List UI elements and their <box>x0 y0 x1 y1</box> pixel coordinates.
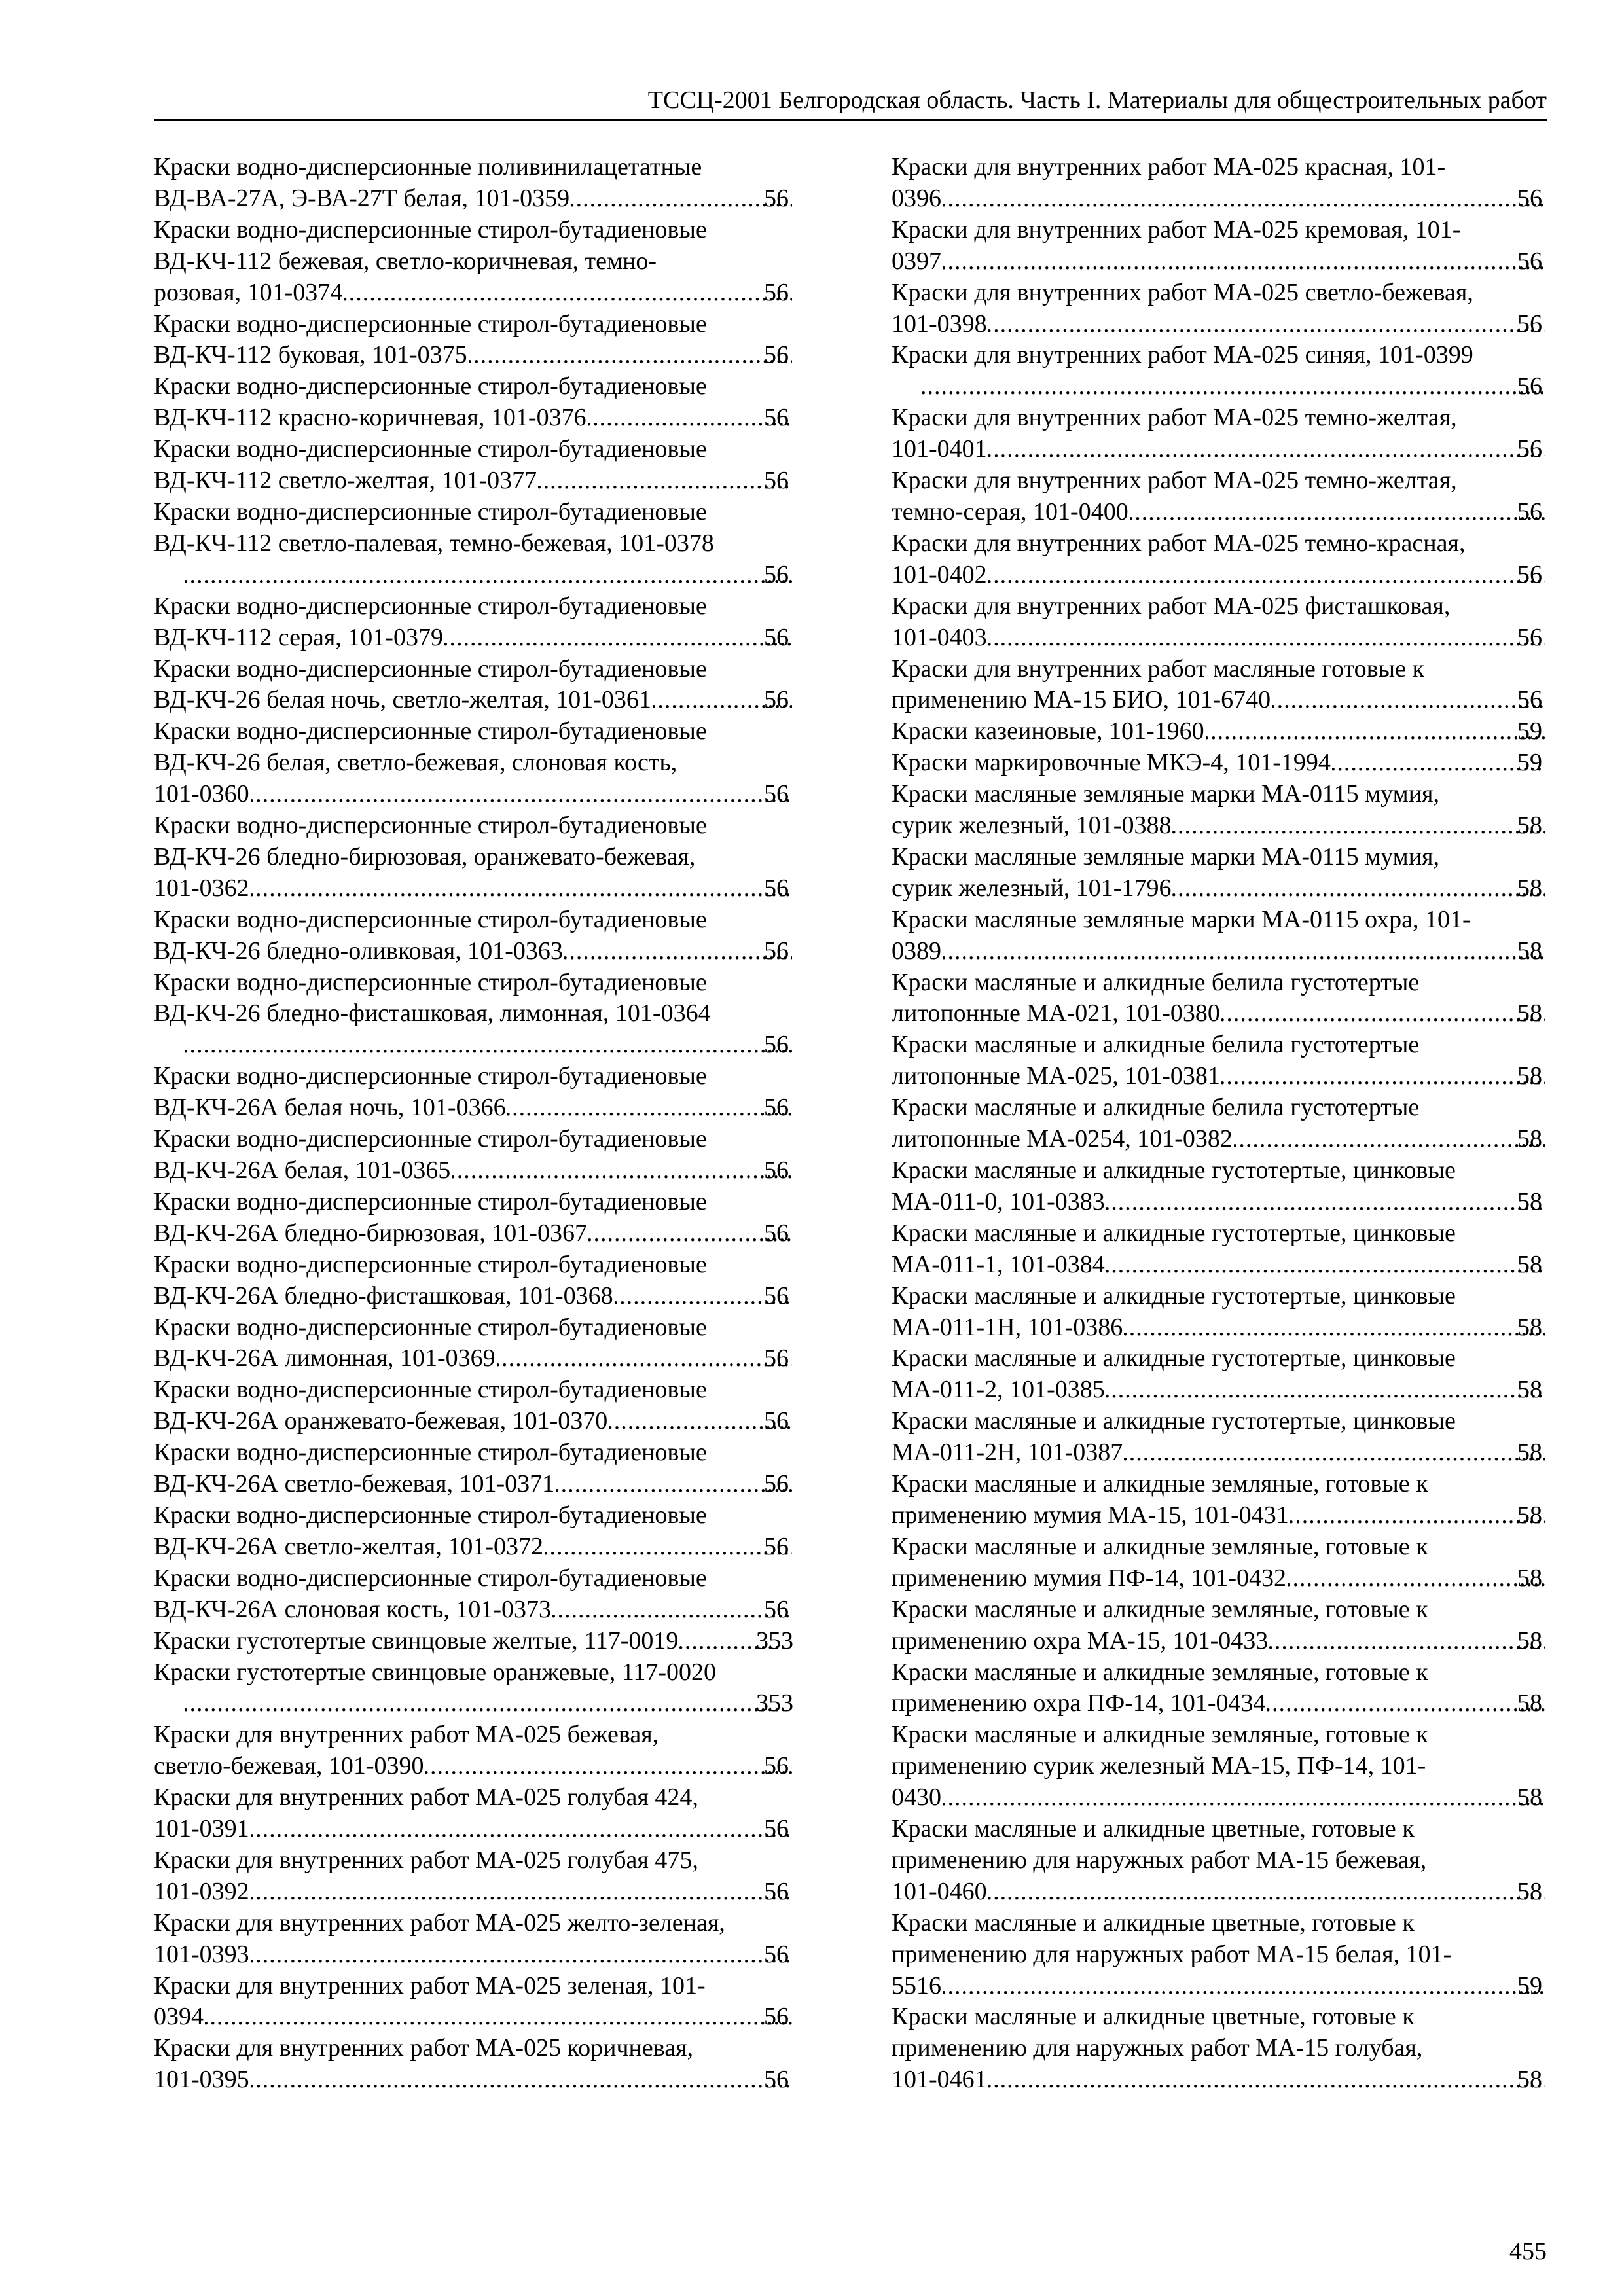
page-number: 455 <box>1509 2238 1547 2265</box>
entry-last-line: 0394 ..... 56 <box>183 2001 793 2033</box>
index-entry <box>154 309 793 372</box>
dot-leader <box>251 1939 792 1971</box>
index-entry <box>892 1469 1547 1532</box>
entry-text-line: 101-0460 <box>892 1877 987 1905</box>
entry-text-line: Краски для внутренних работ МА-025 кремовая, 101- <box>892 215 1461 243</box>
entry-text-line: Краски водно-дисперсионные стирол-бутадиеновые <box>154 1187 707 1215</box>
entry-text-line: Краски казеиновые, 101-1960 <box>892 717 1204 745</box>
entry-last-line: 101-0362 ..... 56 <box>183 873 793 905</box>
entry-text-line: ВД-КЧ-112 серая, 101-0379 <box>154 623 443 651</box>
entry-last-line: литопонные МА-021, 101-0380 ..... 58 <box>921 998 1547 1030</box>
dot-leader <box>1288 1563 1545 1594</box>
entry-text-line: Краски для внутренних работ МА-025 коричневая, <box>154 2034 694 2062</box>
index-entry <box>892 967 1547 1030</box>
entry-last-line: применению мумия МА-15, 101-0431 ..... 58 <box>921 1500 1547 1532</box>
entry-text-line: Краски водно-дисперсионные стирол-бутадиеновые <box>154 215 707 243</box>
index-entry <box>154 1187 793 1249</box>
entry-text-line: Краски масляные и алкидные цветные, готовые к <box>892 1909 1415 1937</box>
index-entry <box>892 465 1547 528</box>
entry-text-line: Краски масляные и алкидные белила густотертые <box>892 1094 1420 1122</box>
entry-text-line: ВД-КЧ-26А лимонная, 101-0369 <box>154 1344 496 1372</box>
entry-last-line: 0389 ..... 58 <box>921 936 1547 967</box>
entry-text-line: МА-011-1, 101-0384 <box>892 1250 1105 1278</box>
index-entry <box>154 371 793 434</box>
entry-text-line: Краски водно-дисперсионные стирол-бутадиеновые <box>154 905 707 933</box>
index-entry <box>154 716 793 810</box>
entry-last-line: ВД-КЧ-112 светло-желтая, 101-0377 ..... 56 <box>183 465 793 497</box>
entry-text-line: сурик железный, 101-0388 <box>892 812 1172 840</box>
index-entry <box>892 152 1547 215</box>
entry-text-line: ВД-КЧ-26 бледно-фисташковая, лимонная, 101-0364 <box>154 999 711 1028</box>
entry-text-line: применению мумия ПФ-14, 101-0432 <box>892 1564 1287 1592</box>
entry-text-line: розовая, 101-0374 <box>154 278 343 306</box>
index-entry <box>154 1657 793 1720</box>
entry-last-line: темно-серая, 101-0400 ..... 56 <box>921 497 1547 528</box>
entry-last-line: 101-0398 ..... 56 <box>921 309 1547 340</box>
index-entry <box>154 1782 793 1845</box>
entry-text-line: Краски водно-дисперсионные стирол-бутадиеновые <box>154 497 707 526</box>
entry-text-line: 0397 <box>892 247 941 275</box>
entry-text-line: Краски масляные земляные марки МА-0115 мумия, <box>892 780 1440 808</box>
dot-leader <box>552 1594 792 1626</box>
entry-text-line: применению МА-15 БИО, 101-6740 <box>892 686 1271 714</box>
dot-leader <box>1290 1500 1545 1532</box>
entry-text-line: ВД-КЧ-112 светло-палевая, темно-бежевая, 101-0378 <box>154 529 714 557</box>
dot-leader <box>185 1030 792 1061</box>
dot-leader <box>251 2064 792 2096</box>
dot-leader <box>1267 1688 1545 1719</box>
entry-text-line: Краски масляные и алкидные густотертые, цинковые <box>892 1282 1456 1310</box>
entry-text-line: Краски для внутренних работ МА-025 голубая 424, <box>154 1784 698 1812</box>
entry-text-line: 101-0391 <box>154 1815 249 1843</box>
index-entry <box>892 1343 1547 1406</box>
dot-leader <box>988 309 1545 340</box>
entry-text-line: применению для наружных работ МА-15 белая, 101- <box>892 1940 1452 1968</box>
entry-last-line: ВД-КЧ-26А лимонная, 101-0369 ..... 56 <box>183 1343 793 1374</box>
entry-text-line: ВД-КЧ-112 красно-коричневая, 101-0376 <box>154 404 586 432</box>
index-entry <box>892 1218 1547 1281</box>
dot-leader <box>185 560 792 591</box>
index-entry <box>892 528 1547 591</box>
entry-text-line: сурик железный, 101-1796 <box>892 874 1172 902</box>
entry-text-line: Краски для внутренних работ МА-025 бежевая, <box>154 1721 659 1749</box>
entry-last-line: МА-011-1Н, 101-0386 ..... 58 <box>921 1312 1547 1344</box>
entry-text-line: Краски масляные и алкидные земляные, готовые к <box>892 1532 1428 1560</box>
entry-text-line: Краски масляные и алкидные густотертые, цинковые <box>892 1219 1456 1247</box>
running-header: ТССЦ-2001 Белгородская область. Часть I. Материалы для общестроительных работ <box>154 82 1547 121</box>
dot-leader <box>1172 810 1545 842</box>
dot-leader <box>545 1532 792 1563</box>
entry-last-line: сурик железный, 101-1796 ..... 58 <box>921 873 1547 905</box>
index-entry <box>892 278 1547 340</box>
dot-leader <box>1106 1187 1545 1218</box>
index-entry <box>892 1030 1547 1092</box>
entry-last-line: светло-бежевая, 101-0390 ..... 56 <box>183 1751 793 1782</box>
entry-text-line: МА-011-0, 101-0383 <box>892 1187 1105 1215</box>
dot-leader <box>564 936 792 967</box>
dot-leader <box>497 1343 792 1374</box>
entry-text-line: Краски масляные и алкидные земляные, готовые к <box>892 1721 1428 1749</box>
entry-last-line: 0396 ..... 56 <box>921 183 1547 215</box>
entry-text-line: Краски для внутренних работ МА-025 желто-зеленая, <box>154 1909 725 1937</box>
entry-text-line: 5516 <box>892 1971 941 2000</box>
entry-text-line: МА-011-2, 101-0385 <box>892 1376 1105 1404</box>
dot-leader <box>922 371 1545 403</box>
dot-leader <box>943 936 1545 967</box>
entry-text-line: Краски густотертые свинцовые желтые, 117-0019 <box>154 1626 679 1655</box>
entry-text-line: литопонные МА-021, 101-0380 <box>892 999 1220 1028</box>
dot-leader <box>943 246 1545 278</box>
dot-leader <box>538 465 792 497</box>
dot-leader <box>251 873 792 905</box>
entry-text-line: ВД-КЧ-26А белая, 101-0365 <box>154 1157 451 1184</box>
entry-text-line: 101-0403 <box>892 623 987 651</box>
dot-leader <box>452 1155 792 1187</box>
dot-leader <box>1221 1061 1545 1092</box>
index-entry <box>892 1281 1547 1344</box>
entry-text-line: ВД-КЧ-26 белая, светло-бежевая, слоновая кость, <box>154 749 677 777</box>
entry-last-line: МА-011-0, 101-0383 ..... 58 <box>921 1187 1547 1218</box>
dot-leader <box>1124 1312 1545 1344</box>
index-entry <box>154 1719 793 1782</box>
entry-last-line: ВД-КЧ-112 красно-коричневая, 101-0376 ..... 56 <box>183 403 793 434</box>
index-entry <box>154 654 793 717</box>
index-entry <box>892 1814 1547 1908</box>
dot-leader <box>1124 1437 1545 1469</box>
dot-leader <box>1332 747 1545 779</box>
entry-last-line: 0430 ..... 58 <box>921 1782 1547 1814</box>
entry-text-line: Краски для внутренних работ МА-025 синяя, 101-0399 <box>892 341 1473 369</box>
entry-text-line: Краски водно-дисперсионные стирол-бутадиеновые <box>154 1250 707 1278</box>
entry-text-line: Краски водно-дисперсионные стирол-бутадиеновые <box>154 1125 707 1153</box>
entry-text-line: Краски масляные и алкидные белила густотертые <box>892 1031 1420 1059</box>
index-column-right <box>892 152 1547 2096</box>
entry-text-line: Краски для внутренних работ МА-025 темно-желтая, <box>892 404 1457 432</box>
entry-text-line: ВД-КЧ-26 белая ночь, светло-желтая, 101-0361 <box>154 686 651 714</box>
entry-text-line: Краски водно-дисперсионные стирол-бутадиеновые <box>154 1062 707 1090</box>
entry-text-line: ВД-КЧ-26 бледно-оливковая, 101-0363 <box>154 937 563 965</box>
entry-text-line: ВД-КЧ-112 бежевая, светло-коричневая, темно- <box>154 247 657 275</box>
entry-text-line: Краски масляные и алкидные густотертые, цинковые <box>892 1344 1456 1372</box>
index-entry <box>154 1971 793 2034</box>
entry-text-line: Краски масляные и алкидные цветные, готовые к <box>892 1815 1415 1843</box>
entry-last-line: МА-011-2, 101-0385 ..... 58 <box>921 1374 1547 1406</box>
dot-leader <box>943 1971 1545 2002</box>
index-entry <box>154 2033 793 2096</box>
index-entry <box>892 403 1547 465</box>
entry-last-line: 101-0460 ..... 58 <box>921 1876 1547 1908</box>
dot-leader <box>251 779 792 810</box>
entry-last-line: ВД-КЧ-26А светло-бежевая, 101-0371 ..... 56 <box>183 1469 793 1500</box>
dot-leader <box>1172 873 1545 905</box>
index-entry <box>892 1657 1547 1720</box>
index-entry <box>154 1249 793 1312</box>
index-entry <box>892 1532 1547 1594</box>
index-entry <box>892 716 1547 747</box>
entry-last-line: 101-0392 ..... 56 <box>183 1876 793 1908</box>
entry-text-line: 0430 <box>892 1784 941 1812</box>
entry-last-line: Краски маркировочные МКЭ-4, 101-1994 ..... 59 <box>921 747 1547 779</box>
entry-last-line <box>183 1688 793 1719</box>
index-entry <box>154 1437 793 1500</box>
entry-last-line: ВД-КЧ-26А белая ночь, 101-0366 ..... 56 <box>183 1092 793 1124</box>
entry-text-line: Краски для внутренних работ МА-025 красная, 101- <box>892 153 1446 181</box>
entry-text-line: Краски для внутренних работ МА-025 фисташковая, <box>892 592 1451 620</box>
entry-text-line: применению мумия МА-15, 101-0431 <box>892 1501 1289 1529</box>
entry-text-line: ВД-КЧ-26 бледно-бирюзовая, оранжевато-бежевая, <box>154 842 696 870</box>
dot-leader <box>344 278 792 309</box>
dot-leader <box>444 622 792 654</box>
entry-last-line: 101-0461 ..... 58 <box>921 2064 1547 2096</box>
dot-leader <box>1269 1626 1545 1657</box>
entry-text-line: ВД-КЧ-26А слоновая кость, 101-0373 <box>154 1595 551 1623</box>
entry-text-line: ВД-КЧ-26А бледно-фисташковая, 101-0368 <box>154 1282 613 1310</box>
dot-leader <box>251 1876 792 1908</box>
dot-leader <box>185 1688 784 1719</box>
entry-text-line: Краски маркировочные МКЭ-4, 101-1994 <box>892 749 1331 777</box>
entry-last-line: ВД-ВА-27А, Э-ВА-27Т белая, 101-0359 ..... 56 <box>183 183 793 215</box>
entry-text-line: темно-серая, 101-0400 <box>892 497 1128 526</box>
entry-text-line: Краски для внутренних работ МА-025 зеленая, 101- <box>154 1971 706 2000</box>
dot-leader <box>1234 1124 1545 1155</box>
index-entry <box>154 434 793 497</box>
dot-leader <box>988 434 1545 465</box>
dot-leader <box>571 183 792 215</box>
entry-text-line: Краски водно-дисперсионные стирол-бутадиеновые <box>154 1313 707 1341</box>
entry-last-line: 5516 ..... 59 <box>921 1971 1547 2002</box>
entry-text-line: литопонные МА-0254, 101-0382 <box>892 1125 1233 1153</box>
index-entry <box>892 1406 1547 1469</box>
entry-last-line: применению МА-15 БИО, 101-6740 ..... 56 <box>921 685 1547 716</box>
index-column-left <box>154 152 793 2096</box>
dot-leader <box>1206 716 1545 747</box>
dot-leader <box>251 1814 792 1845</box>
entry-text-line: Краски масляные и алкидные цветные, готовые к <box>892 2003 1415 2031</box>
index-entry <box>892 842 1547 905</box>
entry-text-line: Краски масляные и алкидные белила густотертые <box>892 968 1420 996</box>
index-entry <box>154 1061 793 1124</box>
dot-leader <box>988 622 1545 654</box>
index-entry <box>154 810 793 905</box>
index-entry <box>892 215 1547 278</box>
entry-text-line: Краски густотертые свинцовые оранжевые, 117-0020 <box>154 1658 716 1686</box>
entry-text-line: Краски водно-дисперсионные стирол-бутадиеновые <box>154 372 707 401</box>
index-entry <box>154 215 793 309</box>
entry-text-line: Краски масляные и алкидные густотертые, цинковые <box>892 1157 1456 1184</box>
entry-text-line: 101-0398 <box>892 310 987 338</box>
dot-leader <box>1272 685 1545 716</box>
index-entry <box>154 497 793 591</box>
entry-text-line: 101-0393 <box>154 1940 249 1968</box>
entry-text-line: литопонные МА-025, 101-0381 <box>892 1062 1220 1090</box>
entry-text-line: Краски водно-дисперсионные стирол-бутадиеновые <box>154 1501 707 1529</box>
entry-text-line: Краски водно-дисперсионные стирол-бутадиеновые <box>154 717 707 745</box>
entry-last-line: 0397 ..... 56 <box>921 246 1547 278</box>
entry-text-line: 101-0461 <box>892 2066 987 2094</box>
entry-text-line: Краски для внутренних работ МА-025 темно-красная, <box>892 529 1466 557</box>
entry-text-line: Краски водно-дисперсионные стирол-бутадиеновые <box>154 592 707 620</box>
dot-leader <box>1106 1374 1545 1406</box>
entry-page-ref: 353 <box>756 1689 793 1717</box>
entry-last-line: 101-0401 ..... 56 <box>921 434 1547 465</box>
entry-text-line: МА-011-2Н, 101-0387 <box>892 1439 1123 1467</box>
entry-last-line: ВД-КЧ-26А бледно-фисташковая, 101-0368 ..... 56 <box>183 1281 793 1312</box>
entry-last-line: литопонные МА-025, 101-0381 ..... 58 <box>921 1061 1547 1092</box>
entry-text-line: ВД-КЧ-26А оранжевато-бежевая, 101-0370 <box>154 1407 608 1435</box>
entry-last-line: 101-0360 ..... 56 <box>183 779 793 810</box>
entry-text-line: Краски масляные и алкидные земляные, готовые к <box>892 1470 1428 1498</box>
entry-last-line: сурик железный, 101-0388 ..... 58 <box>921 810 1547 842</box>
dot-leader <box>988 560 1545 591</box>
entry-last-line: ВД-КЧ-26 белая ночь, светло-желтая, 101-0361 ..... 56 <box>183 685 793 716</box>
entry-last-line: 101-0395 ..... 56 <box>183 2064 793 2096</box>
entry-last-line: ВД-КЧ-112 серая, 101-0379 ..... 56 <box>183 622 793 654</box>
index-entry <box>892 340 1547 403</box>
entry-text-line: 101-0402 <box>892 560 987 588</box>
entry-text-line: 101-0395 <box>154 2066 249 2094</box>
entry-text-line: Краски водно-дисперсионные стирол-бутадиеновые <box>154 1439 707 1467</box>
entry-text-line: Краски водно-дисперсионные стирол-бутадиеновые <box>154 812 707 840</box>
index-entry <box>154 1374 793 1437</box>
entry-last-line: ВД-КЧ-26 бледно-оливковая, 101-0363 ..... 56 <box>183 936 793 967</box>
index-entry <box>892 1908 1547 2002</box>
entry-last-line: МА-011-2Н, 101-0387 ..... 58 <box>921 1437 1547 1469</box>
entry-last-line: литопонные МА-0254, 101-0382 ..... 58 <box>921 1124 1547 1155</box>
entry-text-line: Краски масляные и алкидные земляные, готовые к <box>892 1658 1428 1686</box>
entry-text-line: Краски водно-дисперсионные поливинилацетатные <box>154 153 702 181</box>
entry-text-line: 101-0360 <box>154 780 249 808</box>
entry-text-line: применению сурик железный МА-15, ПФ-14, 101- <box>892 1752 1426 1780</box>
entry-text-line: применению охра ПФ-14, 101-0434 <box>892 1689 1266 1717</box>
index-entry <box>154 1124 793 1187</box>
dot-leader <box>943 183 1545 215</box>
index-entry <box>154 1626 793 1657</box>
dot-leader <box>556 1469 792 1500</box>
dot-leader <box>1130 497 1545 528</box>
entry-text-line: ВД-ВА-27А, Э-ВА-27Т белая, 101-0359 <box>154 184 570 212</box>
entry-text-line: Краски водно-дисперсионные стирол-бутадиеновые <box>154 655 707 683</box>
entry-last-line: ВД-КЧ-112 буковая, 101-0375 ..... 56 <box>183 340 793 371</box>
entry-text-line: 101-0392 <box>154 1877 249 1905</box>
entry-last-line: применению мумия ПФ-14, 101-0432 ..... 58 <box>921 1563 1547 1594</box>
entry-text-line: светло-бежевая, 101-0390 <box>154 1752 424 1780</box>
dot-leader <box>507 1092 792 1124</box>
entry-last-line: ВД-КЧ-26А оранжевато-бежевая, 101-0370 ..... 56 <box>183 1406 793 1437</box>
entry-text-line: ВД-КЧ-26А белая ночь, 101-0366 <box>154 1094 506 1122</box>
entry-text-line: Краски масляные земляные марки МА-0115 мумия, <box>892 842 1440 870</box>
entry-text-line: применению для наружных работ МА-15 голубая, <box>892 2034 1423 2062</box>
entry-text-line: Краски водно-дисперсионные стирол-бутадиеновые <box>154 968 707 996</box>
entry-last-line: 101-0402 ..... 56 <box>921 560 1547 591</box>
entry-text-line: 0394 <box>154 2003 204 2031</box>
index-entry <box>892 1092 1547 1155</box>
entry-last-line <box>154 1626 793 1657</box>
entry-last-line: ВД-КЧ-26А белая, 101-0365 ..... 56 <box>183 1155 793 1187</box>
entry-text-line: применению охра МА-15, 101-0433 <box>892 1626 1269 1655</box>
entry-text-line: Краски для внутренних работ МА-025 голубая 475, <box>154 1846 698 1874</box>
index-entry <box>154 1563 793 1626</box>
index-entry <box>892 654 1547 717</box>
entry-text-line: Краски для внутренних работ масляные готовые к <box>892 655 1424 683</box>
entry-last-line: Краски казеиновые, 101-1960 ..... 59 <box>921 716 1547 747</box>
dot-leader <box>988 1876 1545 1908</box>
dot-leader <box>943 1782 1545 1814</box>
index-entry <box>892 779 1547 842</box>
index-entry <box>154 1908 793 1971</box>
entry-last-line: 101-0393 ..... 56 <box>183 1939 793 1971</box>
entry-text-line: Краски водно-дисперсионные стирол-бутадиеновые <box>154 1564 707 1592</box>
dot-leader <box>205 2001 792 2033</box>
entry-text-line: 0389 <box>892 937 941 965</box>
dot-leader <box>588 1218 792 1249</box>
index-entry <box>154 905 793 967</box>
dot-leader <box>1221 998 1545 1030</box>
entry-text-line: ВД-КЧ-112 светло-желтая, 101-0377 <box>154 467 537 495</box>
entry-text-line: ВД-КЧ-112 буковая, 101-0375 <box>154 341 467 369</box>
dot-leader <box>469 340 792 371</box>
entry-last-line: ВД-КЧ-26А светло-желтая, 101-0372 ..... 56 <box>183 1532 793 1563</box>
index-entry <box>892 1719 1547 1814</box>
entry-last-line: 101-0403 ..... 56 <box>921 622 1547 654</box>
entry-text-line: Краски водно-дисперсионные стирол-бутадиеновые <box>154 435 707 463</box>
dot-leader <box>588 403 792 434</box>
index-entry <box>154 967 793 1062</box>
index-entry <box>154 1845 793 1908</box>
entry-text-line: 0396 <box>892 184 941 212</box>
entry-page-ref: 353 <box>756 1626 793 1655</box>
index-entry <box>892 591 1547 654</box>
dot-leader <box>1106 1249 1545 1281</box>
entry-last-line: розовая, 101-0374 ..... 56 <box>183 278 793 309</box>
entry-text-line: ВД-КЧ-26А светло-бежевая, 101-0371 <box>154 1470 555 1498</box>
index-entry <box>892 905 1547 967</box>
entry-text-line: ВД-КЧ-26А бледно-бирюзовая, 101-0367 <box>154 1219 587 1247</box>
index-entry <box>154 591 793 654</box>
entry-text-line: Краски масляные и алкидные густотертые, цинковые <box>892 1407 1456 1435</box>
index-entry <box>892 1594 1547 1657</box>
index-entry <box>154 152 793 215</box>
entry-last-line: 101-0391 ..... 56 <box>183 1814 793 1845</box>
entry-last-line: ..... 56 <box>921 371 1547 403</box>
entry-text-line: Краски масляные земляные марки МА-0115 охра, 101- <box>892 905 1471 933</box>
entry-last-line: ВД-КЧ-26А бледно-бирюзовая, 101-0367 ..... 56 <box>183 1218 793 1249</box>
entry-text-line: ВД-КЧ-26А светло-желтая, 101-0372 <box>154 1532 543 1560</box>
entry-text-line: Краски для внутренних работ МА-025 темно-желтая, <box>892 467 1457 495</box>
entry-last-line: ВД-КЧ-26А слоновая кость, 101-0373 ..... 56 <box>183 1594 793 1626</box>
entry-text-line: Краски водно-дисперсионные стирол-бутадиеновые <box>154 310 707 338</box>
entry-text-line: 101-0401 <box>892 435 987 463</box>
entry-text-line: МА-011-1Н, 101-0386 <box>892 1313 1123 1341</box>
entry-last-line: применению охра МА-15, 101-0433 ..... 58 <box>921 1626 1547 1657</box>
entry-last-line: ..... 56 <box>183 1030 793 1061</box>
entry-text-line: 101-0362 <box>154 874 249 902</box>
index-entry <box>154 1312 793 1375</box>
index-entry <box>154 1500 793 1563</box>
entry-last-line: МА-011-1, 101-0384 ..... 58 <box>921 1249 1547 1281</box>
entry-text-line: Краски водно-дисперсионные стирол-бутадиеновые <box>154 1376 707 1404</box>
dot-leader <box>425 1751 793 1782</box>
entry-text-line: применению для наружных работ МА-15 бежевая, <box>892 1846 1427 1874</box>
index-entry <box>892 2001 1547 2096</box>
entry-text-line: Краски для внутренних работ МА-025 светло-бежевая, <box>892 278 1473 306</box>
dot-leader <box>988 2064 1545 2096</box>
index-entry <box>892 1155 1547 1218</box>
entry-last-line: применению охра ПФ-14, 101-0434 ..... 58 <box>921 1688 1547 1719</box>
entry-last-line: ..... 56 <box>183 560 793 591</box>
entry-text-line: Краски масляные и алкидные земляные, готовые к <box>892 1595 1428 1623</box>
index-entry <box>892 747 1547 779</box>
